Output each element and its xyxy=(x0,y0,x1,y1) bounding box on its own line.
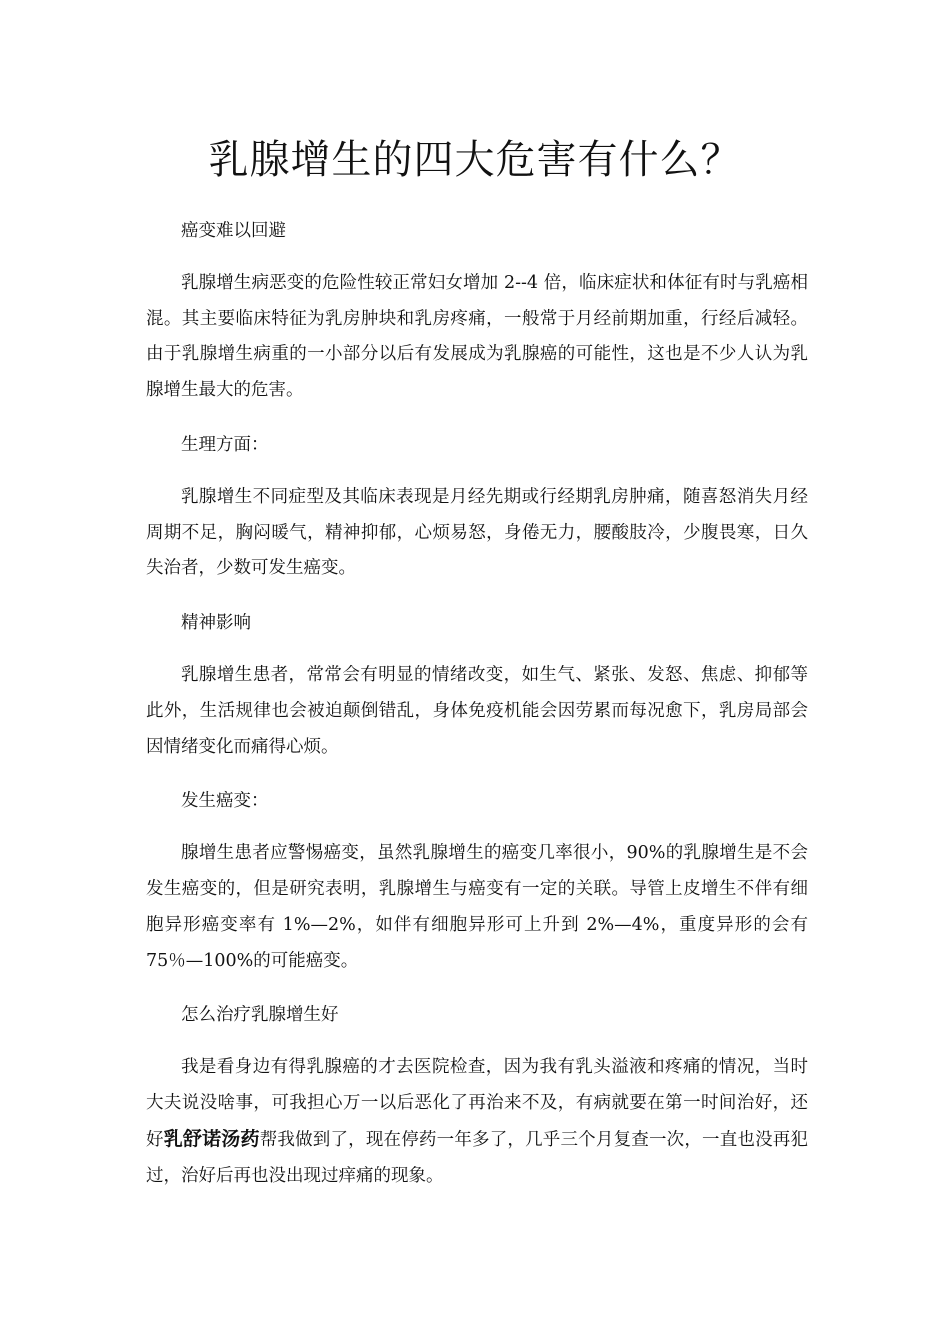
treatment-text-after: 帮我做到了，现在停药一年多了，几乎三个月复查一次，一直也没再犯过，治好后再也没出现过痒痛的现象。 xyxy=(146,1129,809,1186)
section-paragraph-physiology: 乳腺增生不同症型及其临床表现是月经先期或行经期乳房肿痛，随喜怒消失月经周期不足，胸闷暖气，精神抑郁，心烦易怒，身倦无力，腰酸肢冷，少腹畏寒，日久失治者，少数可发生癌变。 xyxy=(146,486,808,579)
section-heading-carcinogenesis: 发生癌变： xyxy=(181,791,269,812)
document-title: 乳腺增生的四大危害有什么？ xyxy=(208,137,742,183)
section-paragraph-cancer-risk: 乳腺增生病恶变的危险性较正常妇女增加 2--4 倍，临床症状和体征有时与乳癌相混。其主要临床特征为乳房肿块和乳房疼痛，一般常于月经前期加重，行经后减轻。由于乳腺增生病重的一小部分以后有发展成为乳腺癌的可能性，这也是不少人认为乳腺增生最大的危害。 xyxy=(146,272,808,401)
document-body xyxy=(146,214,808,1213)
section-paragraph-mental: 乳腺增生患者，常常会有明显的情绪改变，如生气、紧张、发怒、焦虑、抑郁等此外，生活规律也会被迫颠倒错乱，身体免疫机能会因劳累而每况愈下，乳房局部会因情绪变化而痛得心烦。 xyxy=(146,664,808,757)
section-paragraph-carcinogenesis: 腺增生患者应警惕癌变，虽然乳腺增生的癌变几率很小，90%的乳腺增生是不会发生癌变的，但是研究表明，乳腺增生与癌变有一定的关联。导管上皮增生不伴有细胞异形癌变率有 1%—2%，如伴有细胞异形可上升到 2%—4%，重度异形的会有 75％—100%的可能癌变。 xyxy=(146,843,808,971)
product-name: 乳舒诺汤药 xyxy=(163,1127,260,1150)
section-heading-cancer-risk: 癌变难以回避 xyxy=(181,221,286,241)
section-heading-treatment: 怎么治疗乳腺增生好 xyxy=(181,1005,339,1026)
section-heading-mental: 精神影响 xyxy=(181,613,251,634)
treatment-text-before: 我是看身边有得乳腺癌的才去医院检查，因为我有乳头溢液和疼痛的情况，当时大夫说没啥事，可我担心万一以后恶化了再治来不及，有病就要在第一时间治好，还好 xyxy=(146,1057,808,1150)
section-heading-physiology: 生理方面： xyxy=(181,434,269,455)
section-paragraph-treatment xyxy=(146,1050,808,1194)
